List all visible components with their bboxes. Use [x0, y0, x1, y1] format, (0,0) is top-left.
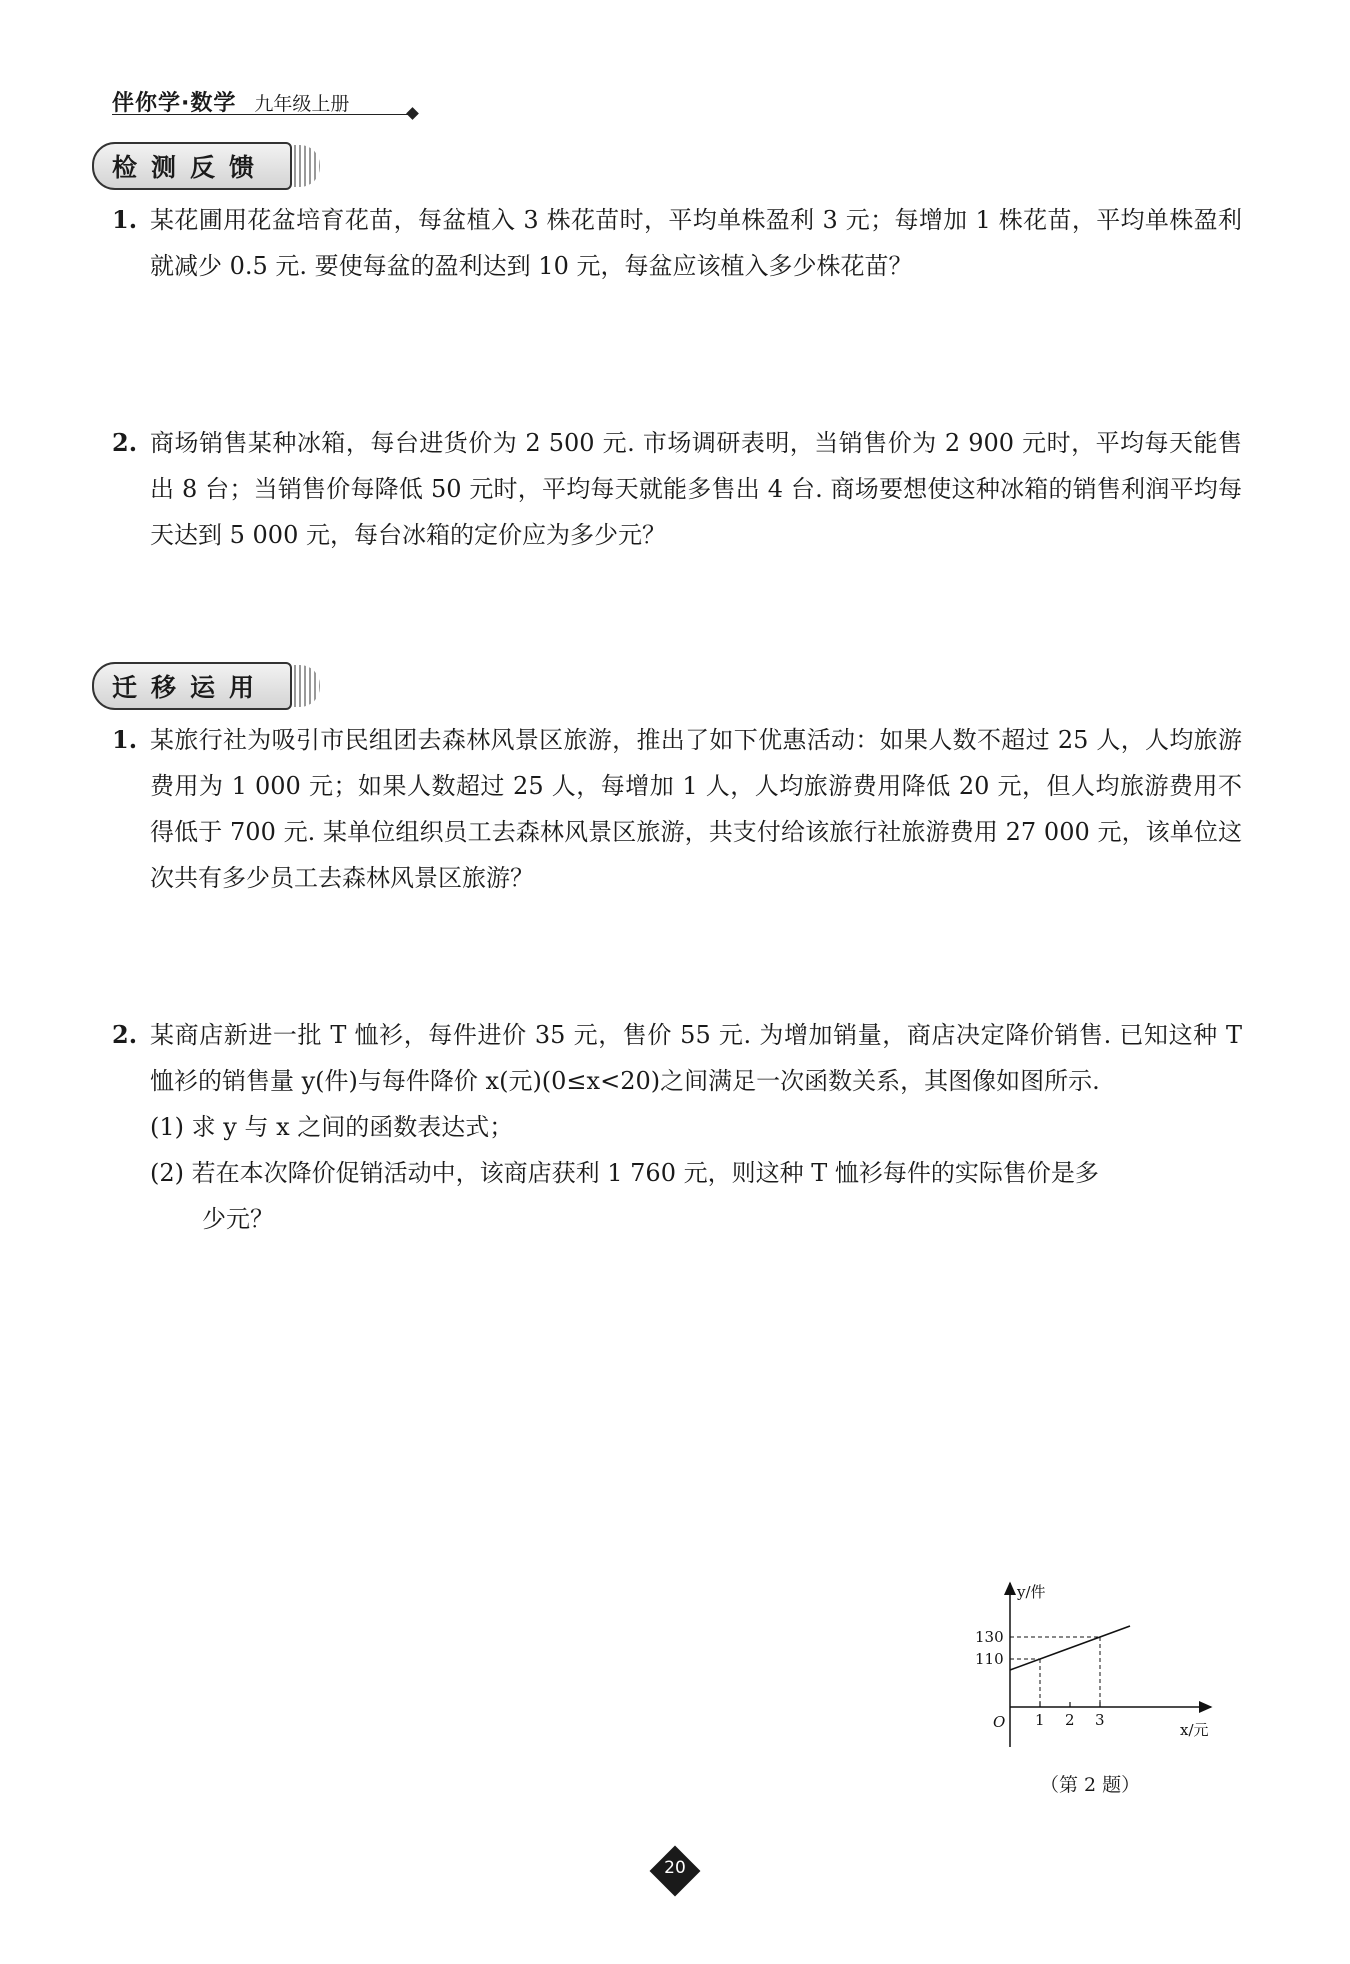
sub-question-1: (1) 求 y 与 x 之间的函数表达式； [150, 1113, 514, 1141]
series-title: 伴你学·数学 [112, 91, 237, 116]
section-label: 检测反馈 [92, 142, 292, 190]
y-axis-label: y/件 [1017, 1583, 1046, 1601]
problem-text: 某商店新进一批 T 恤衫，每件进价 35 元，售价 55 元. 为增加销量，商店决定降价销售. 已知这种 T 恤衫的销售量 y(件)与每件降价 x(元)(0≤x<20)之间满足一次函数关系，其图像如图所示. [150, 1021, 1242, 1095]
x-axis-label: x/元 [1180, 1721, 1209, 1739]
badge-stripes [294, 145, 320, 187]
figure-caption: （第 2 题） [1040, 1774, 1141, 1796]
page-number: 20 [664, 1858, 686, 1878]
problem-number: 1. [112, 205, 138, 234]
section-badge-check [92, 143, 320, 189]
sub-question-2 [150, 1150, 1242, 1242]
problem-number: 2. [112, 428, 138, 457]
header-rule [112, 114, 412, 115]
origin-label: O [993, 1713, 1006, 1731]
check-problem-1 [112, 197, 1242, 289]
y-tick-label-110: 110 [975, 1650, 1004, 1668]
function-graph [975, 1575, 1235, 1755]
function-graph-svg [975, 1575, 1235, 1755]
y-tick-label-130: 130 [975, 1628, 1004, 1646]
check-problem-2 [112, 420, 1242, 558]
transfer-problem-1 [112, 717, 1242, 901]
section-label: 迁移运用 [92, 662, 292, 710]
problem-text: 某花圃用花盆培育花苗，每盆植入 3 株花苗时，平均单株盈利 3 元；每增加 1 株花苗，平均单株盈利就减少 0.5 元. 要使每盆的盈利达到 10 元，每盆应该植入多少株花苗？ [150, 206, 1242, 280]
problem-number: 1. [112, 725, 138, 754]
page-number-badge [650, 1846, 700, 1896]
transfer-problem-2 [112, 1012, 1242, 1242]
sub-question-2-line1: (2) 若在本次降价促销活动中，该商店获利 1 760 元，则这种 T 恤衫每件的实际售价是多 [150, 1159, 1099, 1187]
grade-label: 九年级上册 [254, 93, 350, 115]
section-badge-transfer [92, 663, 320, 709]
x-tick-label-1: 1 [1035, 1711, 1045, 1729]
sub-question-2-line2: 少元？ [202, 1205, 274, 1233]
header-diamond-icon [406, 107, 419, 120]
badge-stripes [294, 665, 320, 707]
x-tick-label-2: 2 [1065, 1711, 1075, 1729]
problem-number: 2. [112, 1020, 138, 1049]
page-header [112, 86, 349, 117]
problem-text: 商场销售某种冰箱，每台进货价为 2 500 元. 市场调研表明，当销售价为 2 900 元时，平均每天能售出 8 台；当销售价每降低 50 元时，平均每天就能多售出 4 台. 商场要想使这种冰箱的销售利润平均每天达到 5 000 元，每台冰箱的定价应为多少元？ [150, 429, 1242, 549]
x-tick-label-3: 3 [1095, 1711, 1105, 1729]
function-line [1010, 1626, 1130, 1670]
problem-text: 某旅行社为吸引市民组团去森林风景区旅游，推出了如下优惠活动：如果人数不超过 25 人，人均旅游费用为 1 000 元；如果人数超过 25 人，每增加 1 人，人均旅游费用降低 20 元，但人均旅游费用不得低于 700 元. 某单位组织员工去森林风景区旅游，共支付给该旅行社旅游费用 27 000 元，该单位这次共有多少员工去森林风景区旅游？ [150, 726, 1242, 892]
